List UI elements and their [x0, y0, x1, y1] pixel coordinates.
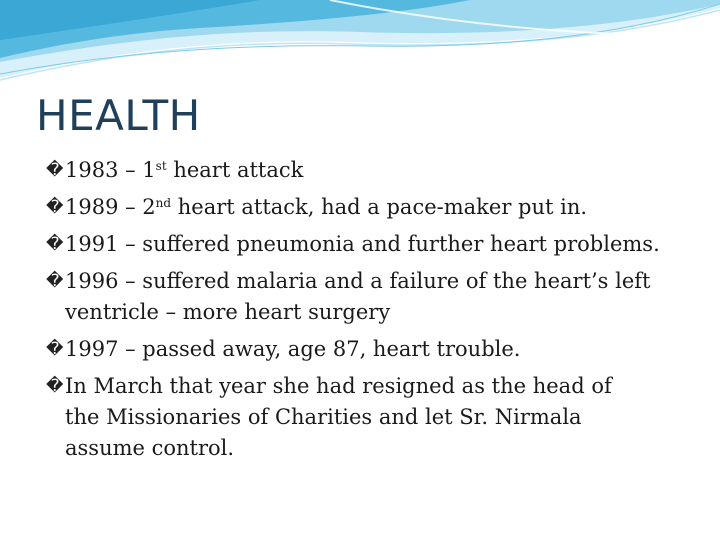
- list-item: [46, 192, 706, 223]
- list-item: [46, 155, 706, 186]
- slide-title: HEALTH: [36, 91, 201, 140]
- list-item-text: 1989 – 2nd heart attack, had a pace-maker put in.: [65, 195, 588, 219]
- header-wave-decoration: [0, 0, 720, 90]
- bullet-icon: �: [46, 339, 64, 359]
- bullet-icon: �: [46, 376, 64, 396]
- list-item-text: assume control.: [65, 436, 235, 460]
- list-item: [46, 229, 706, 260]
- list-item: [46, 371, 706, 464]
- list-item-text: ventricle – more heart surgery: [65, 300, 391, 324]
- bullet-list: [46, 155, 706, 470]
- bullet-icon: �: [46, 197, 64, 217]
- bullet-icon: �: [46, 160, 64, 180]
- list-item-text: 1983 – 1st heart attack: [65, 158, 304, 182]
- list-item-text: In March that year she had resigned as the head of: [65, 374, 612, 398]
- list-item-text: the Missionaries of Charities and let Sr. Nirmala: [65, 405, 582, 429]
- list-item-text: 1997 – passed away, age 87, heart trouble.: [65, 337, 521, 361]
- list-item: [46, 334, 706, 365]
- bullet-icon: �: [46, 234, 64, 254]
- list-item-text: 1991 – suffered pneumonia and further heart problems.: [65, 232, 660, 256]
- list-item: [46, 266, 706, 328]
- bullet-icon: �: [46, 271, 64, 291]
- list-item-text: 1996 – suffered malaria and a failure of the heart’s left: [65, 269, 651, 293]
